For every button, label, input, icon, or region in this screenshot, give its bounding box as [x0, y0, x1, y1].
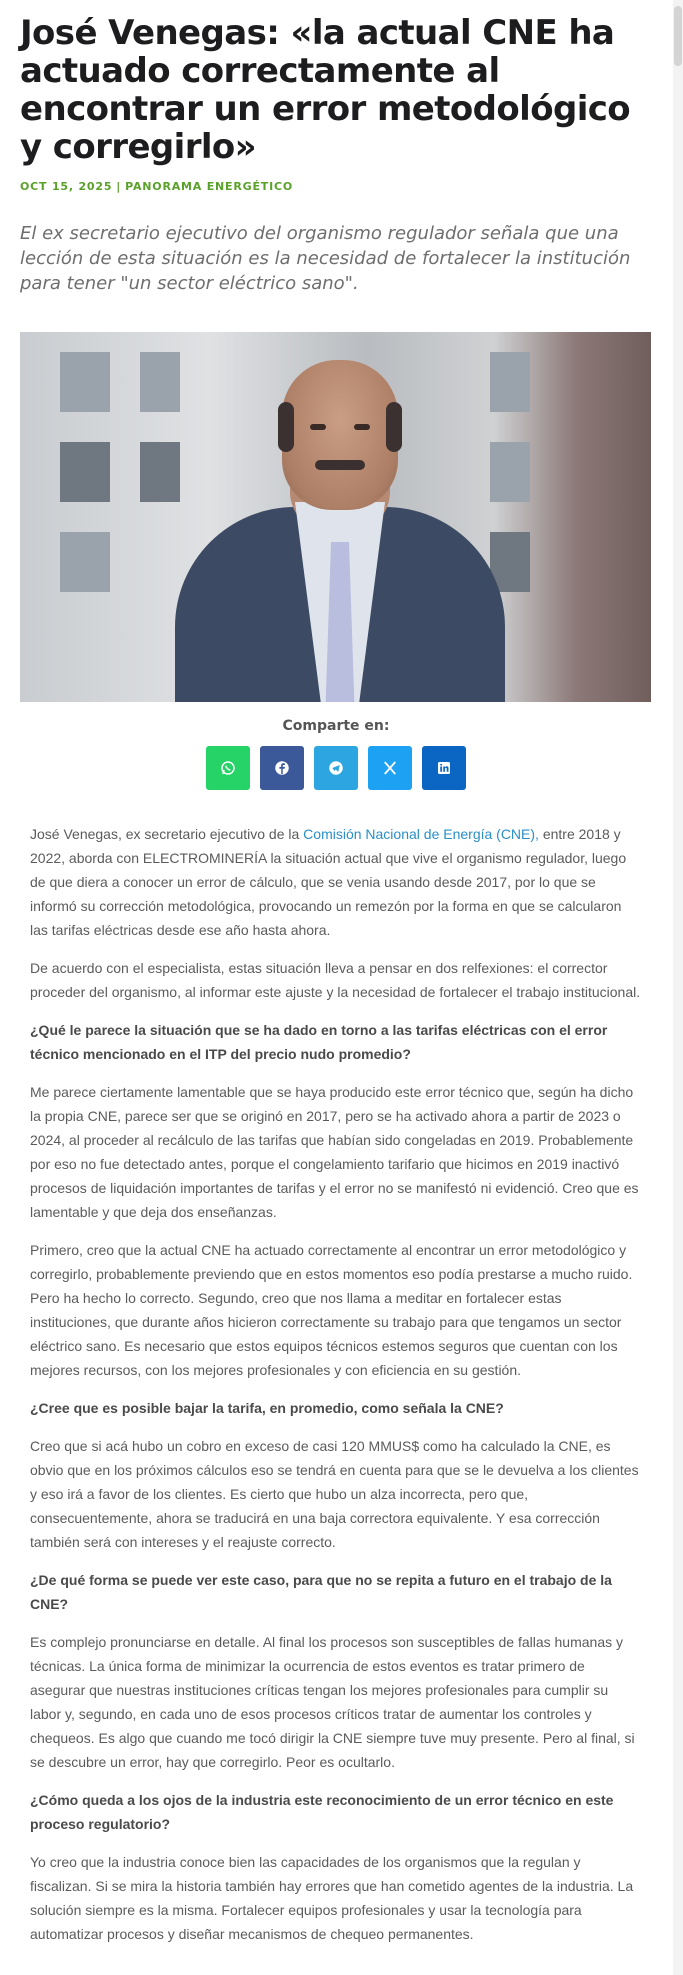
interview-question: ¿Cómo queda a los ojos de la industria este reconocimiento de un error técnico en este proceso regulatorio?	[30, 1792, 614, 1832]
share-buttons	[20, 746, 652, 790]
page-scrollbar[interactable]	[673, 0, 683, 1975]
share-whatsapp-button[interactable]	[206, 746, 250, 790]
paragraph: Yo creo que la industria conoce bien las capacidades de los organismos que la regulan y fiscalizan. Si se mira la historia también hay errores que han cometido agentes de la industria. La solución siempre es la misma. Fortalecer equipos profesionales y usar la tecnología para automatizar procesos y diseñar mecanismos de chequeo permanentes.	[30, 1854, 634, 1942]
article	[20, 0, 652, 1960]
meta-separator: |	[116, 180, 122, 193]
linkedin-icon	[435, 759, 453, 777]
paragraph-text: José Venegas, ex secretario ejecutivo de la	[30, 826, 304, 842]
article-meta	[20, 180, 652, 193]
share-label: Comparte en:	[282, 718, 390, 734]
share-telegram-button[interactable]	[314, 746, 358, 790]
paragraph: Es complejo pronunciarse en detalle. Al final los procesos son susceptibles de fallas humanas y técnicas. La única forma de minimizar la ocurrencia de estos eventos es tratar primero de asegurar que nuestras instituciones críticas tengan los mejores profesionales para cumplir su labor y, segundo, en cada uno de esos procesos críticos tratar de aumentar los controles y chequeos. Es algo que cuando me tocó dirigir la CNE siempre tuve muy presente. Pero al final, si se descubre un error, hay que corregirlo. Peor es ocultarlo.	[30, 1634, 635, 1770]
whatsapp-icon	[219, 759, 237, 777]
paragraph: De acuerdo con el especialista, estas situación lleva a pensar en dos relfexiones: el corrector proceder del organismo, al informar este ajuste y la necesidad de fortalecer el trabajo institucional.	[30, 960, 641, 1000]
article-body	[20, 822, 652, 1946]
cne-link[interactable]: Comisión Nacional de Energía (CNE),	[303, 826, 539, 842]
telegram-icon	[327, 759, 345, 777]
facebook-icon	[273, 759, 291, 777]
article-date: OCT 15, 2025	[20, 180, 113, 193]
x-twitter-icon	[381, 759, 399, 777]
interview-question: ¿Qué le parece la situación que se ha dado en torno a las tarifas eléctricas con el error técnico mencionado en el ITP del precio nudo promedio?	[30, 1022, 608, 1062]
paragraph: Primero, creo que la actual CNE ha actuado correctamente al encontrar un error metodológico y corregirlo, probablemente previendo que en estos momentos eso podía prestarse a mucho ruido. Pero ha hecho lo correcto. Segundo, creo que nos llama a meditar en fortalecer estas instituciones, que durante años hicieron correctamente su trabajo para que tengamos un sector eléctrico sano. Es necesario que estos equipos técnicos estemos seguros que cuentan con los mejores recursos, con los mejores profesionales y con eficiencia en su gestión.	[30, 1242, 633, 1378]
share-facebook-button[interactable]	[260, 746, 304, 790]
article-hero-image	[20, 332, 651, 702]
share-x-button[interactable]	[368, 746, 412, 790]
article-category-link[interactable]: PANORAMA ENERGÉTICO	[125, 180, 293, 193]
scrollbar-thumb[interactable]	[674, 6, 682, 66]
article-title: José Venegas: «la actual CNE ha actuado correctamente al encontrar un error metodológico y corregirlo»	[20, 13, 631, 167]
interview-question: ¿Cree que es posible bajar la tarifa, en promedio, como señala la CNE?	[30, 1400, 504, 1416]
article-subtitle: El ex secretario ejecutivo del organismo regulador señala que una lección de esta situación es la necesidad de fortalecer la institución para tener "un sector eléctrico sano".	[20, 223, 631, 294]
paragraph-text: entre 2018 y 2022, aborda con ELECTROMINERÍA la situación actual que vive el organismo regulador, luego de que diera a conocer un error de cálculo, que se venia usando desde 2017, por lo que se informó su corrección metodológica, provocando un remezón por la forma en que se calcularon las tarifas eléctricas desde ese año hasta ahora.	[30, 826, 627, 938]
interview-question: ¿De qué forma se puede ver este caso, para que no se repita a futuro en el trabajo de la CNE?	[30, 1572, 612, 1612]
paragraph: Creo que si acá hubo un cobro en exceso de casi 120 MMUS$ como ha calculado la CNE, es obvio que en los próximos cálculos eso se tendrá en cuenta para que se le devuelva a los clientes y eso irá a favor de los clientes. Es cierto que hubo un alza incorrecta, pero que, consecuentemente, ahora se traducirá en una baja correctora equivalente. Y esa corrección también será con intereses y el reajuste correcto.	[30, 1438, 639, 1550]
paragraph	[30, 822, 642, 942]
share-linkedin-button[interactable]	[422, 746, 466, 790]
paragraph: Me parece ciertamente lamentable que se haya producido este error técnico que, según ha dicho la propia CNE, parece ser que se originó en 2017, pero se ha activado ahora a partir de 2023 o 2024, al proceder al recálculo de las tarifas que habían sido congeladas en 2019. Probablemente por eso no fue detectado antes, porque el congelamiento tarifario que hicimos en 2019 inactivó procesos de liquidación importantes de tarifas y el error no se manifestó ni evidenció. Creo que es lamentable y que deja dos enseñanzas.	[30, 1084, 639, 1220]
